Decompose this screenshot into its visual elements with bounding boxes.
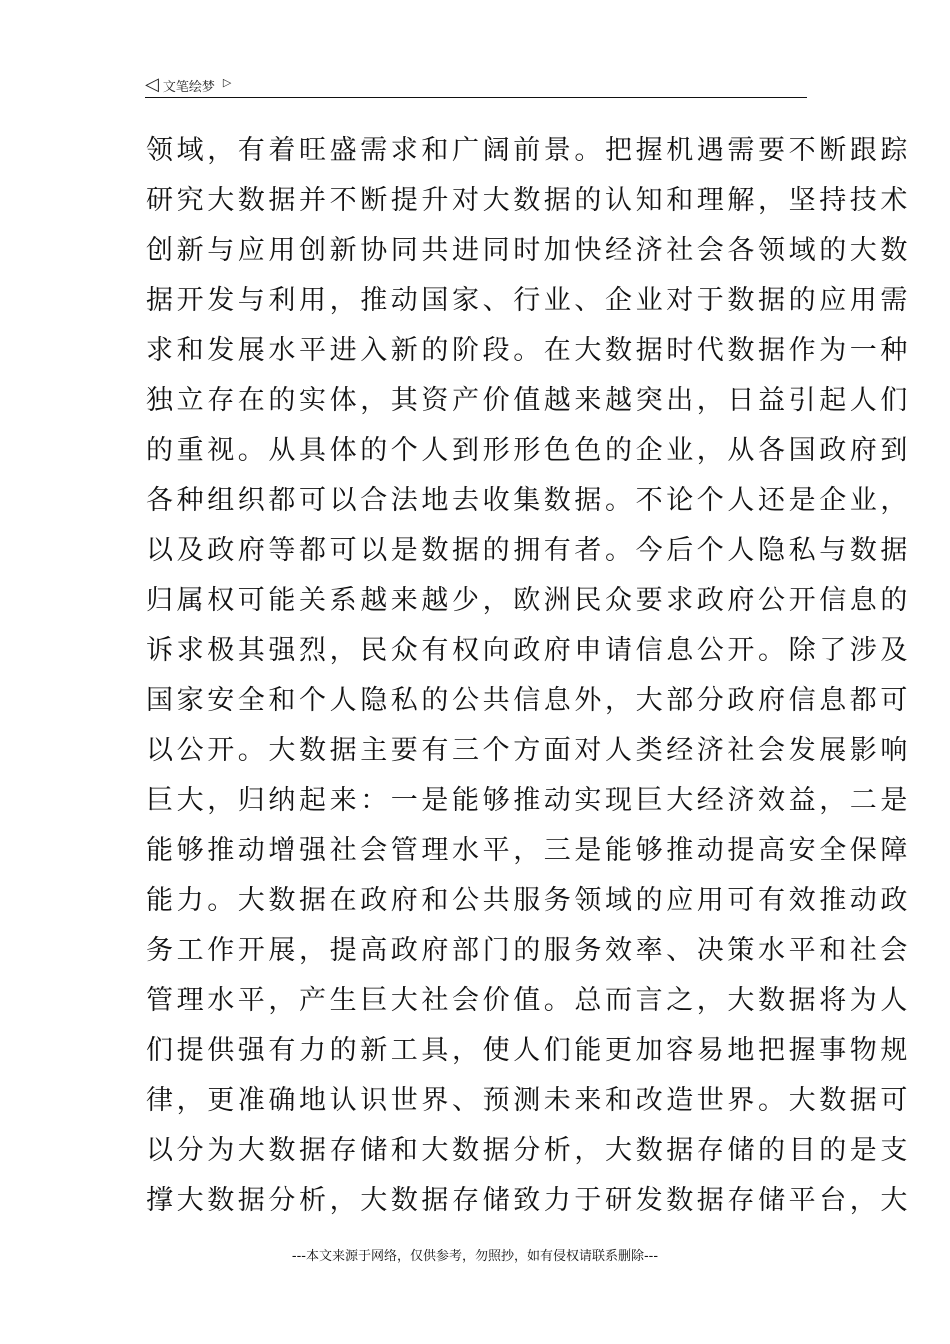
body-line: 以及政府等都可以是数据的拥有者。今后个人隐私与数据 [146,535,911,566]
body-line: 求和发展水平进入新的阶段。在大数据时代数据作为一种 [146,335,911,366]
body-line: 撑大数据分析，大数据存储致力于研发数据存储平台，大 [146,1185,911,1216]
triangle-right-icon: ▷ [222,75,232,89]
body-line: 独立存在的实体，其资产价值越来越突出，日益引起人们 [146,385,911,416]
body-line: 们提供强有力的新工具，使人们能更加容易地把握事物规 [146,1035,911,1066]
document-body [146,126,911,1226]
body-line: 律，更准确地认识世界、预测未来和改造世界。大数据可 [146,1085,911,1116]
body-line: 据开发与利用，推动国家、行业、企业对于数据的应用需 [146,285,911,316]
body-line: 以公开。大数据主要有三个方面对人类经济社会发展影响 [146,735,911,766]
body-line: 管理水平，产生巨大社会价值。总而言之，大数据将为人 [146,985,911,1016]
body-line: 的重视。从具体的个人到形形色色的企业，从各国政府到 [146,435,911,466]
body-line: 以分为大数据存储和大数据分析，大数据存储的目的是支 [146,1135,911,1166]
header-title: 文笔绘梦 [162,79,215,95]
body-line: 能力。大数据在政府和公共服务领域的应用可有效推动政 [146,885,911,916]
body-line: 各种组织都可以合法地去收集数据。不论个人还是企业， [146,485,911,516]
body-line: 巨大，归纳起来：一是能够推动实现巨大经济效益，二是 [146,785,911,816]
body-line: 诉求极其强烈，民众有权向政府申请信息公开。除了涉及 [146,635,911,666]
page-header [145,74,807,96]
body-line: 创新与应用创新协同共进同时加快经济社会各领域的大数 [146,235,911,266]
triangle-left-icon: ◁ [145,74,159,95]
body-line: 研究大数据并不断提升对大数据的认知和理解，坚持技术 [146,185,911,216]
body-line: 国家安全和个人隐私的公共信息外，大部分政府信息都可 [146,685,911,716]
body-line: 能够推动增强社会管理水平，三是能够推动提高安全保障 [146,835,911,866]
header-divider [145,97,807,98]
body-line: 领域，有着旺盛需求和广阔前景。把握机遇需要不断跟踪 [146,135,911,166]
page-footer: ---本文来源于网络，仅供参考，勿照抄，如有侵权请联系删除--- [291,1249,659,1264]
body-line: 归属权可能关系越来越少，欧洲民众要求政府公开信息的 [146,585,911,616]
body-line: 务工作开展，提高政府部门的服务效率、决策水平和社会 [146,935,911,966]
